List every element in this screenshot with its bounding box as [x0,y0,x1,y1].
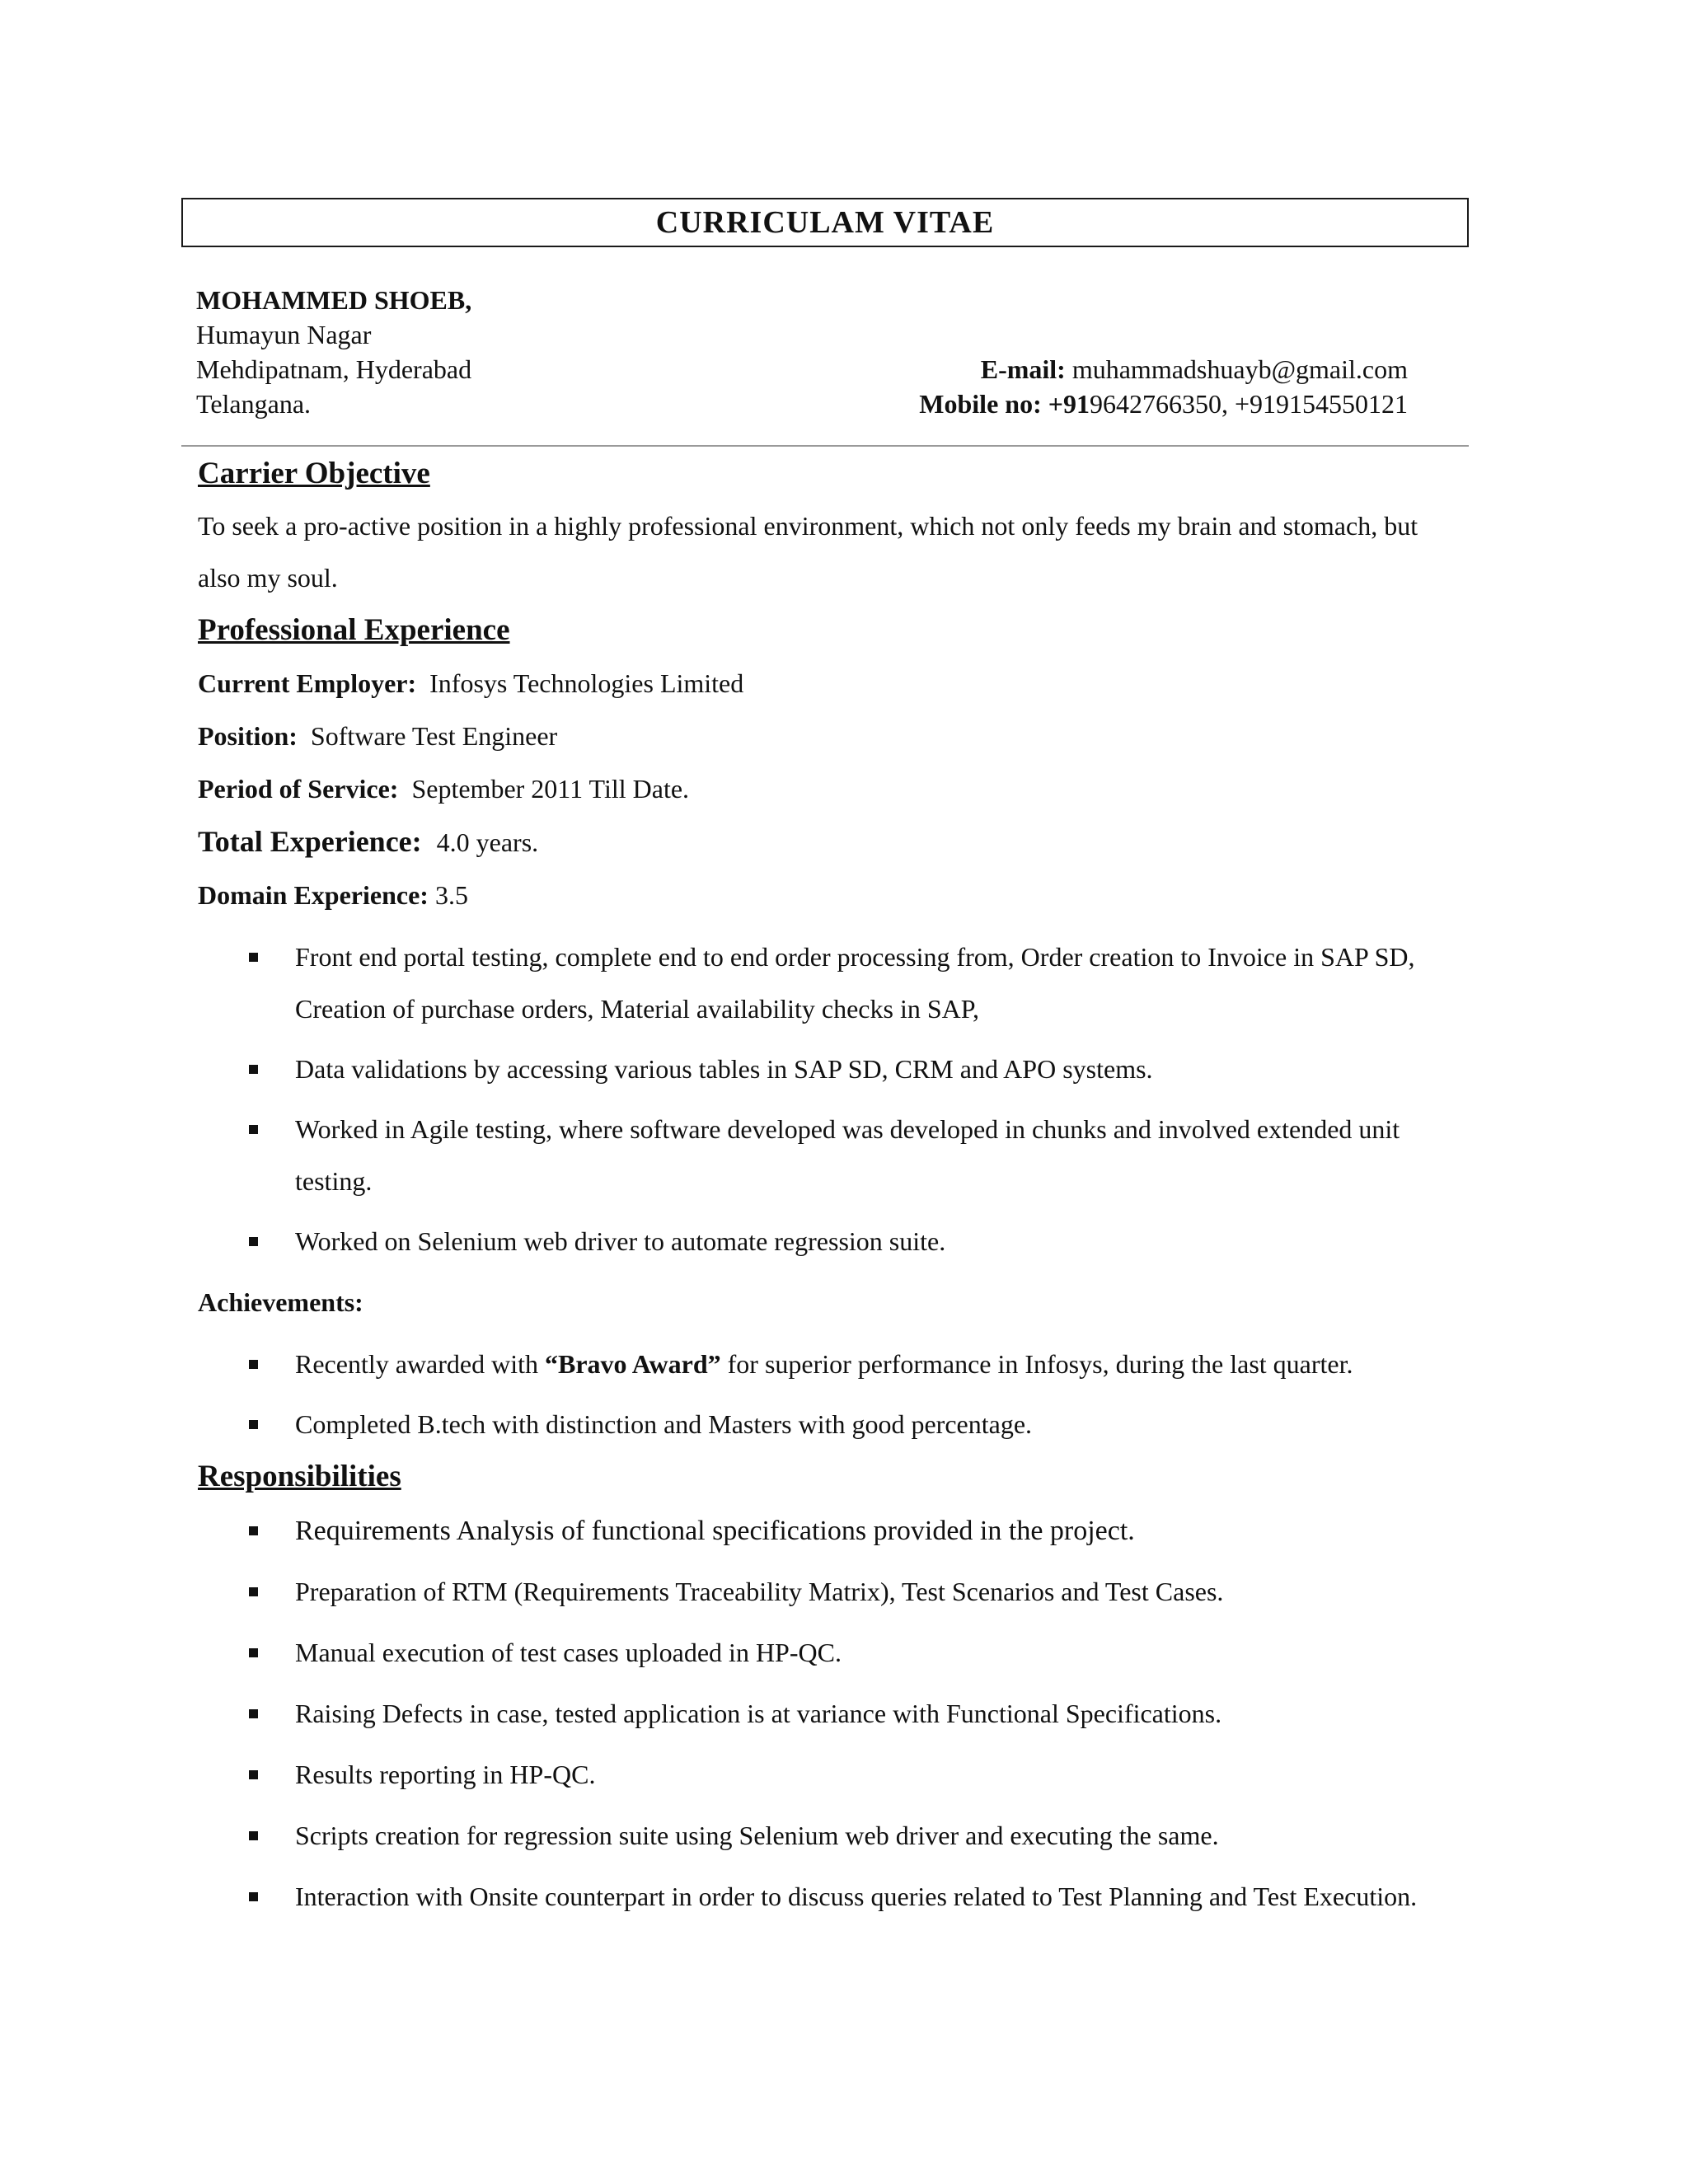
square-bullet-icon [249,1526,258,1535]
period-value: September 2011 Till Date. [411,774,690,804]
award-name: “Bravo Award” [545,1349,721,1379]
domain-experience-label: Domain Experience: [198,880,429,910]
list-item: Scripts creation for regression suite using Selenium web driver and executing the same. [198,1810,1459,1862]
current-employer-label: Current Employer: [198,668,417,698]
square-bullet-icon [249,1237,258,1246]
address-block [196,283,471,421]
address-line: Humayun Nagar [196,320,372,349]
responsibilities-heading: Responsibilities [198,1460,401,1493]
achievements-heading: Achievements: [198,1287,363,1317]
list-item: Worked in Agile testing, where software developed was developed in chunks and involved extended unit testing. [198,1104,1459,1207]
domain-experience [198,869,1459,921]
mobile-label: Mobile no: +91 [919,389,1090,419]
list-item: Requirements Analysis of functional specifications provided in the project. [198,1505,1459,1557]
current-employer [198,657,1459,710]
square-bullet-icon [249,1587,258,1596]
mobile-value: 9642766350, +919154550121 [1089,389,1408,419]
list-item: Manual execution of test cases uploaded in HP-QC. [198,1627,1459,1679]
contact-info [919,352,1408,421]
total-experience-value: 4.0 years. [436,827,539,857]
square-bullet-icon [249,1770,258,1779]
period-label: Period of Service: [198,774,399,804]
position-label: Position: [198,721,298,751]
position-value: Software Test Engineer [310,721,558,751]
square-bullet-icon [249,953,258,962]
header-divider [181,445,1469,447]
mobile-line [919,387,1408,421]
position [198,710,1459,762]
total-experience-label: Total Experience: [198,825,422,858]
achievements-list [198,1338,1459,1451]
experience-heading: Professional Experience [198,613,510,647]
objective-text: To seek a pro-active position in a highly professional environment, which not only feeds my brain and stomach, but also my soul. [198,511,1418,593]
list-item: Front end portal testing, complete end to end order processing from, Order creation to Invoice in SAP SD, Creation of purchase orders, Material availability checks in SAP, [198,931,1459,1035]
email-value: muhammadshuayb@gmail.com [1071,354,1408,384]
address-line: Mehdipatnam, Hyderabad [196,354,472,384]
document-title: CURRICULAM VITAE [181,198,1469,247]
candidate-name: MOHAMMED SHOEB, [196,285,472,315]
email-line [919,352,1408,387]
list-item: Data validations by accessing various tables in SAP SD, CRM and APO systems. [198,1043,1459,1095]
domain-experience-value: 3.5 [434,880,468,910]
square-bullet-icon [249,1420,258,1429]
square-bullet-icon [249,1709,258,1718]
square-bullet-icon [249,1065,258,1074]
list-item: Worked on Selenium web driver to automate regression suite. [198,1216,1459,1268]
square-bullet-icon [249,1360,258,1369]
email-label: E-mail: [980,354,1066,384]
list-item: Raising Defects in case, tested application is at variance with Functional Specifications. [198,1688,1459,1740]
total-experience [198,815,1459,869]
list-item: Preparation of RTM (Requirements Traceability Matrix), Test Scenarios and Test Cases. [198,1566,1459,1618]
resume-body [198,456,1459,1923]
list-item: Results reporting in HP-QC. [198,1749,1459,1801]
list-item: Interaction with Onsite counterpart in order to discuss queries related to Test Planning and Test Execution. [198,1871,1459,1923]
square-bullet-icon [249,1125,258,1134]
objective-heading: Carrier Objective [198,457,430,490]
list-item: Recently awarded with “Bravo Award” for superior performance in Infosys, during the last quarter. [198,1338,1459,1390]
responsibilities-list [198,1505,1459,1923]
current-employer-value: Infosys Technologies Limited [429,668,744,698]
address-line: Telangana. [196,389,312,419]
list-item: Completed B.tech with distinction and Masters with good percentage. [198,1399,1459,1451]
period-of-service [198,762,1459,815]
square-bullet-icon [249,1831,258,1840]
square-bullet-icon [249,1892,258,1901]
square-bullet-icon [249,1648,258,1657]
experience-list [198,931,1459,1268]
